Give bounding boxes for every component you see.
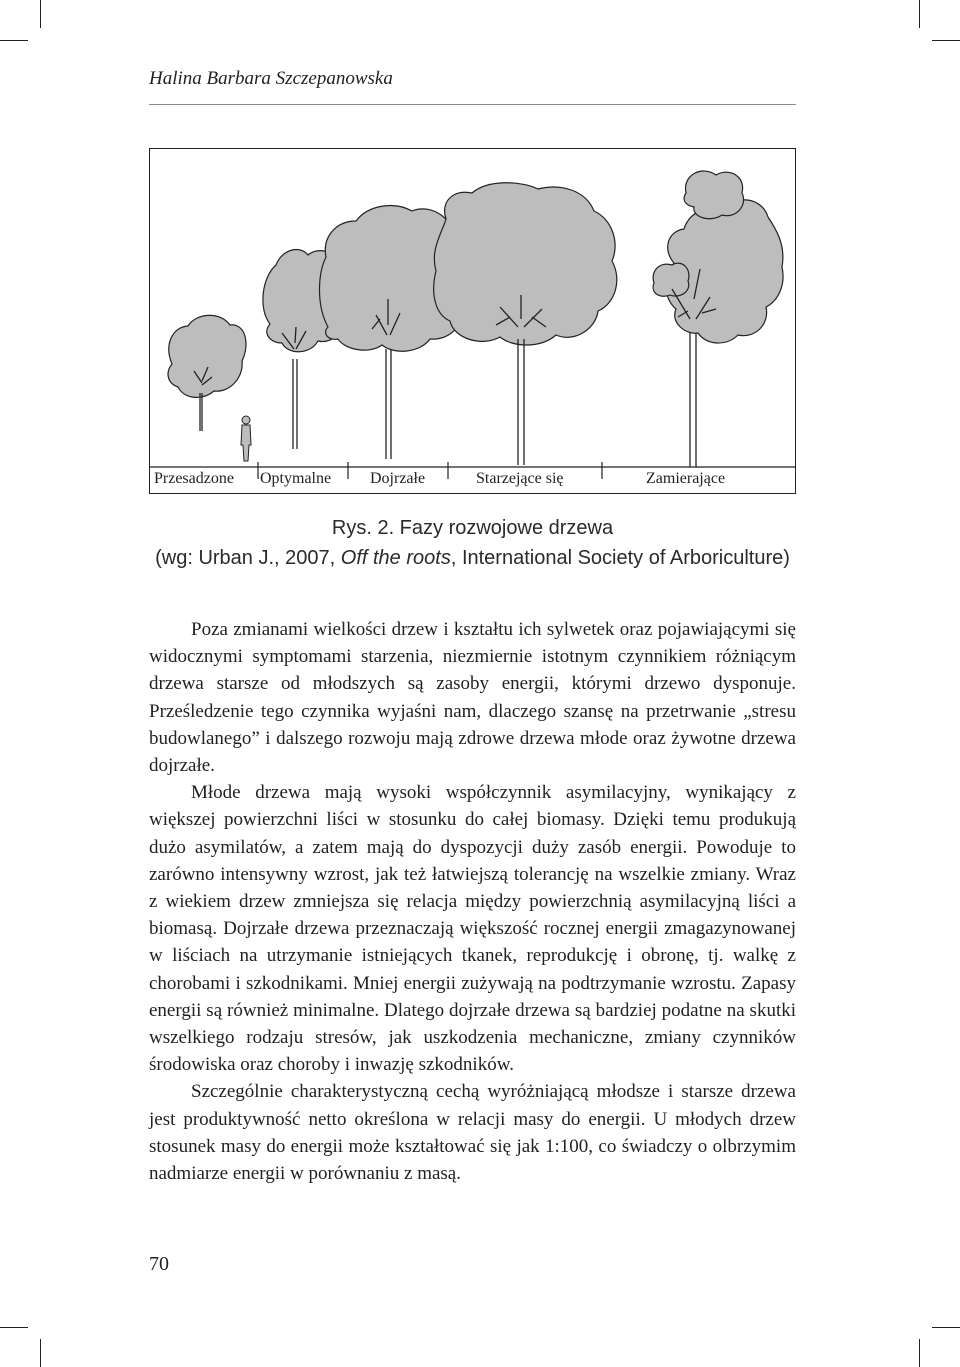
figure-caption-source bbox=[149, 547, 796, 570]
crop-mark bbox=[919, 1339, 920, 1367]
running-header: Halina Barbara Szczepanowska bbox=[149, 68, 393, 89]
body-text bbox=[149, 616, 796, 1187]
crop-mark bbox=[0, 40, 28, 41]
page-number: 70 bbox=[149, 1253, 169, 1275]
crop-mark bbox=[932, 40, 960, 41]
crop-mark bbox=[932, 1327, 960, 1328]
paragraph: Szczególnie charakterystyczną cechą wyróżniającą młodsze i starsze drzewa jest produktywność netto określona w relacji masy do energii. U młodych drzew stosunek masy do energii może kształtować się jak 1:100, co świadczy o olbrzymim nadmiarze energii w porównaniu z masą. bbox=[149, 1081, 796, 1185]
tree-5-canopy-small bbox=[653, 263, 689, 296]
paragraph: Młode drzewa mają wysoki współczynnik asymilacyjny, wynikający z większej powierzchni liści w stosunku do całej biomasy. Dzięki temu produkują dużo asymilatów, a zatem mają do dyspozycji duży zasób energii. Powoduje to zarówno intensywny wzrost, jak też łatwiejszą tolerancję na wszelkie zmiany. Wraz z wiekiem drzew zmniejsza się relacja między powierzchnią asymilacyjną liści a biomasą. Dojrzałe drzewa przeznaczają większość rocznej energii zmagazynowanej w liściach na utrzymanie istniejących tkanek, reprodukcję i obronę, tj. walkę z chorobami i szkodnikami. Mniej energii zużywają na podtrzymanie wzrostu. Zapasy energii są również minimalne. Dlatego dojrzałe drzewa są bardziej podatne na skutki wszelkiego rodzaju stresów, jak uszkodzenia mechaniczne, zmiany czynników środowiska oraz choroby i inwazję szkodników. bbox=[149, 782, 796, 1076]
crop-mark bbox=[0, 1327, 28, 1328]
caption-source-suffix: , International Society of Arboriculture) bbox=[450, 547, 790, 569]
figure-caption-title: Rys. 2. Fazy rozwojowe drzewa bbox=[331, 517, 614, 539]
stage-label-aging: Starzejące się bbox=[476, 470, 564, 487]
caption-source-title: Off the roots bbox=[340, 547, 451, 569]
tree-4-canopy bbox=[434, 183, 617, 345]
tree-development-figure bbox=[149, 148, 796, 494]
crop-mark bbox=[40, 0, 41, 28]
crop-mark bbox=[919, 0, 920, 28]
tree-5-canopy-top bbox=[684, 171, 744, 219]
paragraph: Poza zmianami wielkości drzew i kształtu ich sylwetek oraz pojawiającymi się widocznymi symptomami starzenia, niezmiernie istotnym czynnikiem różniącym drzewa starsze od młodszych są zasoby energii, którymi drzewo dysponuje. Prześledzenie tego czynnika wyjaśni nam, dlaczego szansę na przetrwanie „stresu budowlanego” i dalszego rozwoju mają zdrowe drzewa młode oraz żywotne drzewa dojrzałe. bbox=[149, 619, 796, 777]
header-rule bbox=[149, 104, 796, 105]
stage-label-transplanted: Przesadzone bbox=[154, 470, 234, 487]
stage-label-optimal: Optymalne bbox=[260, 470, 332, 487]
tree-stages-illustration bbox=[150, 149, 795, 493]
stage-label-mature: Dojrzałe bbox=[370, 470, 426, 487]
crop-mark bbox=[40, 1339, 41, 1367]
tree-1-canopy bbox=[168, 315, 246, 397]
human-figure bbox=[241, 416, 251, 461]
stage-label-dying: Zamierające bbox=[646, 470, 726, 487]
caption-source-prefix: (wg: Urban J., 2007, bbox=[155, 547, 341, 569]
